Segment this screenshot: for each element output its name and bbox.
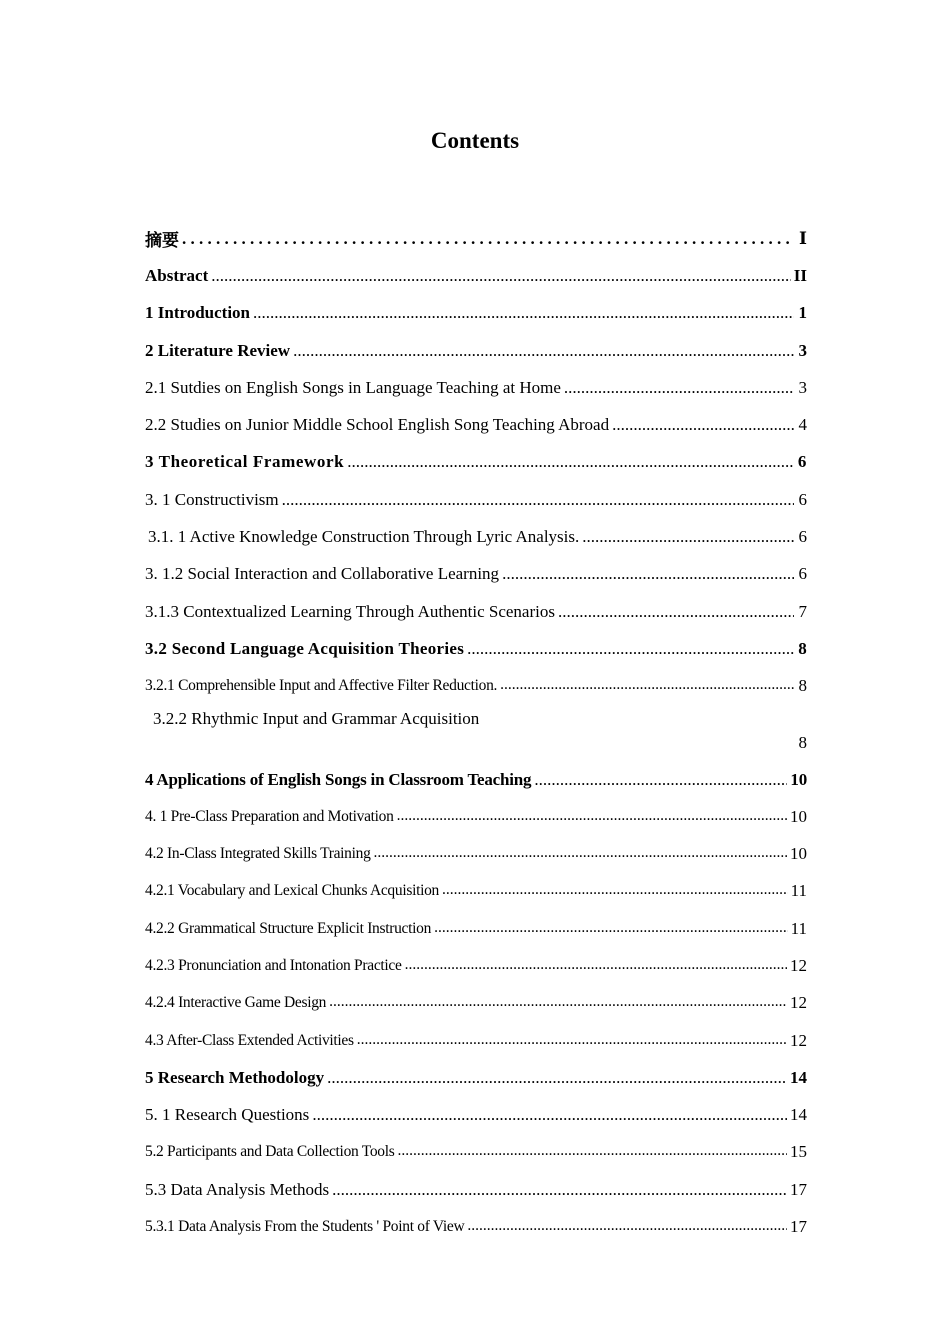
toc-leader-dots xyxy=(347,452,794,472)
toc-entry-label: 3. 1.2 Social Interaction and Collaborative Learning xyxy=(145,564,500,584)
toc-entry-4-2-2[interactable] xyxy=(145,910,807,947)
toc-leader-dots xyxy=(467,1217,787,1237)
toc-entry-label: 5.3.1 Data Analysis From the Students ' Point of View xyxy=(145,1218,465,1236)
toc-entry-5-3[interactable] xyxy=(145,1171,807,1208)
toc-entry-page: 15 xyxy=(790,1142,807,1162)
toc-leader-dots xyxy=(397,807,787,827)
toc-entry-label: 2 Literature Review xyxy=(145,340,291,360)
toc-entry-label: 4.2.4 Interactive Game Design xyxy=(145,994,327,1012)
table-of-contents xyxy=(145,220,807,1246)
toc-entry-page: 7 xyxy=(798,601,807,621)
toc-leader-dots xyxy=(211,266,791,286)
toc-leader-dots xyxy=(502,564,794,584)
toc-entry-page: 12 xyxy=(790,993,807,1013)
toc-entry-page: 12 xyxy=(790,955,807,975)
toc-entry-page: 17 xyxy=(790,1179,807,1199)
toc-entry-3-1-3[interactable] xyxy=(145,593,807,630)
toc-entry-page: 8 xyxy=(798,676,807,696)
toc-entry-label: 4.2.3 Pronunciation and Intonation Practice xyxy=(145,956,402,974)
toc-entry-4-2-3[interactable] xyxy=(145,947,807,984)
toc-leader-dots xyxy=(329,993,787,1013)
toc-entry-label: 3.1. 1 Active Knowledge Construction Through Lyric Analysis. xyxy=(148,527,580,547)
toc-entry-2-1[interactable] xyxy=(145,369,807,406)
toc-entry-introduction[interactable] xyxy=(145,295,807,332)
toc-entry-label: 3.2.2 Rhythmic Input and Grammar Acquisition xyxy=(153,708,480,728)
toc-entry-label: 3.2.1 Comprehensible Input and Affective Filter Reduction. xyxy=(145,677,498,695)
toc-entry-page: 8 xyxy=(798,732,807,752)
toc-leader-dots xyxy=(612,415,794,435)
toc-leader-dots xyxy=(312,1105,787,1125)
toc-entry-page: 11 xyxy=(790,881,807,901)
toc-leader-dots xyxy=(357,1031,787,1051)
toc-entry-page: 14 xyxy=(790,1067,807,1087)
toc-entry-label: 4. 1 Pre-Class Preparation and Motivation xyxy=(145,807,394,825)
toc-entry-3-2-1[interactable] xyxy=(145,668,807,705)
toc-entry-label: 3. 1 Constructivism xyxy=(145,489,279,509)
toc-leader-dots xyxy=(327,1068,787,1088)
toc-entry-4-2[interactable] xyxy=(145,835,807,872)
toc-entry-page: 10 xyxy=(790,806,807,826)
toc-entry-2-2[interactable] xyxy=(145,406,807,443)
toc-entry-4-2-4[interactable] xyxy=(145,985,807,1022)
toc-entry-page: 14 xyxy=(790,1105,807,1125)
toc-entry-3-2-2[interactable] xyxy=(145,705,807,761)
toc-entry-label: 3.1.3 Contextualized Learning Through Authentic Scenarios xyxy=(145,601,555,621)
toc-entry-theoretical-framework[interactable] xyxy=(145,444,807,481)
toc-entry-page: 8 xyxy=(798,638,807,658)
toc-leader-dots xyxy=(332,1180,787,1200)
toc-entry-page: 3 xyxy=(798,377,807,397)
toc-entry-4-3[interactable] xyxy=(145,1022,807,1059)
toc-entry-page: 10 xyxy=(790,844,807,864)
toc-leader-dots xyxy=(582,527,794,547)
toc-entry-page: 3 xyxy=(798,340,807,360)
toc-entry-research-methodology[interactable] xyxy=(145,1059,807,1096)
toc-entry-page: 6 xyxy=(797,452,807,472)
toc-leader-dots xyxy=(253,303,794,323)
toc-leader-dots xyxy=(282,490,794,510)
toc-entry-label: 4 Applications of English Songs in Classroom Teaching xyxy=(145,769,532,789)
toc-entry-abstract[interactable] xyxy=(145,257,807,294)
toc-entry-page: II xyxy=(793,265,807,285)
toc-entry-label: 1 Introduction xyxy=(145,303,251,323)
toc-entry-4-1[interactable] xyxy=(145,798,807,835)
toc-leader-dots xyxy=(398,1142,788,1162)
toc-entry-abstract-chinese[interactable] xyxy=(145,220,807,257)
toc-leader-dots xyxy=(182,229,794,249)
toc-entry-label: 3 Theoretical Framework xyxy=(145,452,345,472)
toc-entry-label: 4.3 After-Class Extended Activities xyxy=(145,1031,354,1049)
page-title: Contents xyxy=(430,128,520,153)
toc-entry-3-1-1[interactable] xyxy=(145,518,807,555)
toc-entry-4-2-1[interactable] xyxy=(145,873,807,910)
toc-entry-literature-review[interactable] xyxy=(145,332,807,369)
toc-entry-label: 4.2.2 Grammatical Structure Explicit Instruction xyxy=(145,919,432,937)
toc-entry-label: 5.3 Data Analysis Methods xyxy=(145,1179,330,1199)
toc-entry-label: Abstract xyxy=(145,265,209,285)
toc-entry-page: Ⅰ xyxy=(799,228,807,248)
toc-entry-label: 5 Research Methodology xyxy=(145,1067,325,1087)
toc-entry-label: 5. 1 Research Questions xyxy=(145,1105,310,1125)
toc-entry-5-3-1[interactable] xyxy=(145,1208,807,1245)
toc-entry-label: 2.1 Sutdies on English Songs in Language Teaching at Home xyxy=(145,377,561,397)
toc-entry-page: 6 xyxy=(798,489,807,509)
toc-entry-page: 11 xyxy=(790,918,807,938)
toc-entry-page: 6 xyxy=(798,564,807,584)
toc-leader-dots xyxy=(534,770,787,790)
toc-leader-dots xyxy=(293,341,794,361)
toc-entry-page: 4 xyxy=(798,415,807,435)
toc-entry-3-2[interactable] xyxy=(145,630,807,667)
toc-entry-label: 摘要 xyxy=(145,231,179,251)
toc-entry-page: 12 xyxy=(790,1030,807,1050)
toc-leader-dots xyxy=(500,676,794,696)
toc-entry-label: 2.2 Studies on Junior Middle School English Song Teaching Abroad xyxy=(145,415,610,435)
toc-entry-page: 6 xyxy=(798,527,807,547)
toc-entry-page: 17 xyxy=(790,1217,807,1237)
toc-leader-dots xyxy=(434,919,788,939)
toc-leader-dots xyxy=(467,639,794,659)
toc-entry-3-1[interactable] xyxy=(145,481,807,518)
toc-entry-page: 1 xyxy=(798,303,807,323)
toc-entry-label: 4.2 In-Class Integrated Skills Training xyxy=(145,845,371,863)
toc-leader-dots xyxy=(558,602,794,622)
toc-entry-label: 3.2 Second Language Acquisition Theories xyxy=(145,638,465,658)
toc-entry-label: 5.2 Participants and Data Collection Tools xyxy=(145,1143,395,1161)
toc-leader-dots xyxy=(564,378,794,398)
toc-leader-dots xyxy=(442,881,788,901)
toc-leader-dots xyxy=(374,844,787,864)
toc-entry-label: 4.2.1 Vocabulary and Lexical Chunks Acquisition xyxy=(145,882,439,900)
toc-leader-dots xyxy=(405,956,787,976)
toc-entry-5-2[interactable] xyxy=(145,1134,807,1171)
toc-entry-page: 10 xyxy=(790,769,807,789)
toc-entry-5-1[interactable] xyxy=(145,1097,807,1134)
toc-entry-3-1-2[interactable] xyxy=(145,556,807,593)
toc-entry-applications[interactable] xyxy=(145,761,807,798)
